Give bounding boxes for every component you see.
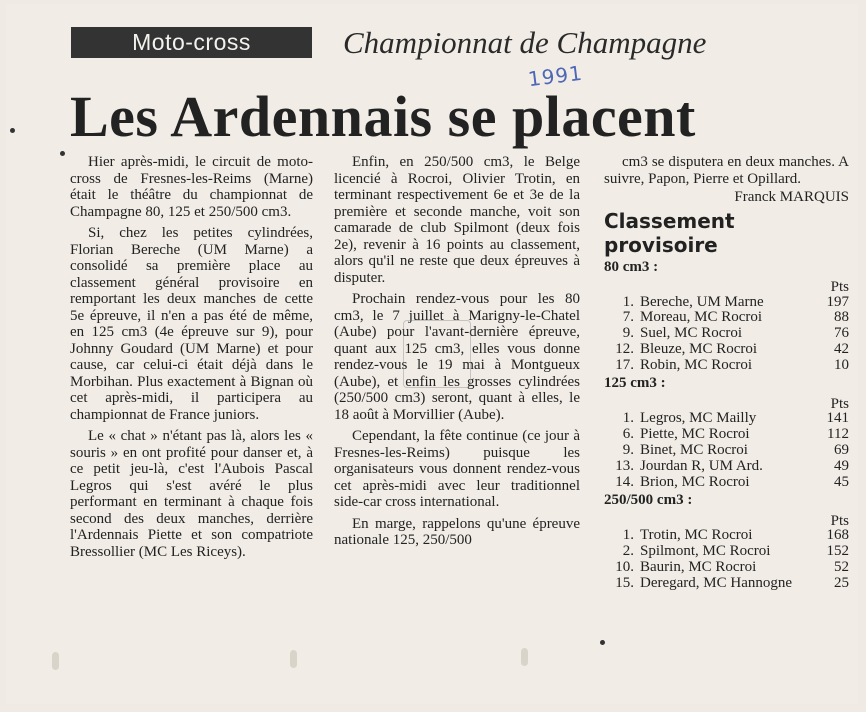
standings-table <box>604 295 849 374</box>
points: 141 <box>826 410 849 427</box>
rider: Binet, MC Rocroi <box>640 442 748 459</box>
rank: 17. <box>615 356 634 373</box>
rider: Bleuze, MC Rocroi <box>640 340 758 357</box>
rider: Suel, MC Rocroi <box>640 325 743 342</box>
handwritten-year: 1991 <box>526 60 585 92</box>
rank: 7. <box>622 309 634 326</box>
points-header: Pts <box>830 395 849 412</box>
points: 152 <box>826 543 849 560</box>
rank: 9. <box>622 442 634 459</box>
table-row <box>604 560 849 576</box>
section-label: Moto-cross <box>71 27 312 58</box>
table-row <box>604 528 849 544</box>
rank: 9. <box>622 325 634 342</box>
table-row <box>604 443 849 459</box>
table-row <box>604 459 849 475</box>
rank: 1. <box>622 410 634 427</box>
points-header: Pts <box>830 512 849 529</box>
points: 88 <box>834 309 849 326</box>
article-paragraph: En marge, rappelons qu'une épreuve nationale 125, 250/500 <box>334 515 580 548</box>
rider: Brion, MC Rocroi <box>640 473 750 490</box>
table-row <box>604 427 849 443</box>
standings-table <box>604 528 849 591</box>
faint-stamp <box>403 320 471 388</box>
standings-table <box>604 411 849 490</box>
article-column-3 <box>604 154 849 592</box>
points: 168 <box>826 527 849 544</box>
article-paragraph: Hier après-midi, le circuit de moto-cross de Fresnes-les-Reims (Marne) était le théâtre du championnat de Champagne 80, 125 et 250/500 cm3. <box>70 154 313 220</box>
rider: Moreau, MC Rocroi <box>640 309 763 326</box>
rider: Bereche, UM Marne <box>640 293 764 310</box>
rank: 10. <box>615 559 634 576</box>
standings-title: Classement provisoire <box>604 208 735 257</box>
rider: Robin, MC Rocroi <box>640 356 753 373</box>
ink-dot <box>600 640 605 645</box>
table-row <box>604 326 849 342</box>
article-paragraph: cm3 se disputera en deux manches. A suivre, Papon, Pierre et Opillard. <box>604 154 849 187</box>
rank: 14. <box>615 473 634 490</box>
points: 112 <box>827 426 849 443</box>
table-row <box>604 475 849 491</box>
article-paragraph: Prochain rendez-vous pour les 80 cm3, le 7 juillet à Marigny-le-Chatel (Aube) pour l'avant-dernière épreuve, quant aux 125 cm3, elles vous donne rendez-vous le 19 mai à Montgueux (Aube), et enfin les grosses cylindrées (250/500 cm3) seront, quant à elles, le 18 août à Morvillier (Aube). <box>334 291 580 423</box>
points: 76 <box>834 325 849 342</box>
points: 69 <box>834 442 849 459</box>
article-paragraph: Cependant, la fête continue (ce jour à Fresnes-les-Reims) puisque les organisateurs vous donnent rendez-vous cet après-midi avec leur traditionnel side-car cross international. <box>334 428 580 510</box>
points: 52 <box>834 559 849 576</box>
table-row <box>604 310 849 326</box>
standings-category <box>604 492 849 591</box>
table-row <box>604 576 849 592</box>
points: 42 <box>834 340 849 357</box>
table-row <box>604 295 849 311</box>
binder-hole <box>290 650 297 668</box>
article-paragraph: Si, chez les petites cylindrées, Florian Bereche (UM Marne) a consolidé sa première place au classement général provisoire en remportant les deux manches de cette 5e épreuve, il n'en a pas été de même, en 125 cm3 (4e épreuve sur 9), pour Johnny Goudard (UM Marne) et pour cause, car celui-ci était déjà dans le Morbihan. Plus exactement à Bignan où cet après-midi, il participera au championnat de France juniors. <box>70 225 313 423</box>
category-label: 80 cm3 : <box>604 258 659 275</box>
rider: Deregard, MC Hannogne <box>640 574 793 591</box>
category-label: 125 cm3 : <box>604 375 666 392</box>
rank: 6. <box>622 426 634 443</box>
points: 49 <box>834 457 849 474</box>
rank: 1. <box>622 293 634 310</box>
standings-category <box>604 375 849 490</box>
rank: 12. <box>615 340 634 357</box>
table-row <box>604 342 849 358</box>
rank: 13. <box>615 457 634 474</box>
ink-dot <box>60 151 65 156</box>
binder-hole <box>521 648 528 666</box>
rank: 2. <box>622 543 634 560</box>
article-paragraph: Le « chat » n'étant pas là, alors les « souris » en ont profité pour danser et, à ce petit jeu-là, c'est l'Aubois Pascal Legros qui s'est avéré le plus performant en terminant à chaque fois second des deux manches, derrière l'Ardennais Piette et son compatriote Bressollier (MC Les Riceys). <box>70 428 313 560</box>
rider: Baurin, MC Rocroi <box>640 559 757 576</box>
rider: Trotin, MC Rocroi <box>640 527 753 544</box>
points-header: Pts <box>830 279 849 295</box>
rank: 1. <box>622 527 634 544</box>
table-row <box>604 411 849 427</box>
binder-hole <box>52 652 59 670</box>
points: 45 <box>834 473 849 490</box>
category-label: 250/500 cm3 : <box>604 492 693 509</box>
table-row <box>604 358 849 374</box>
rider: Legros, MC Mailly <box>640 410 757 427</box>
rider: Spilmont, MC Rocroi <box>640 543 771 560</box>
headline: Les Ardennais se placent <box>70 84 696 149</box>
article-paragraph: Enfin, en 250/500 cm3, le Belge licencié à Rocroi, Olivier Trotin, en terminant respectivement 6e et 3e de la première et seconde manche, voit son camarade de club Spilmont (deux fois 2e), revenir à 16 points au classement, alors qu'il ne reste que deux épreuves à disputer. <box>334 154 580 286</box>
table-row <box>604 544 849 560</box>
byline: Franck MARQUIS <box>734 189 849 205</box>
points: 197 <box>826 293 849 310</box>
ink-dot <box>10 128 15 133</box>
article-column-1 <box>70 154 313 565</box>
points: 25 <box>834 574 849 591</box>
series-title: Championnat de Champagne <box>343 25 707 60</box>
rider: Piette, MC Rocroi <box>640 426 750 443</box>
points: 10 <box>834 356 849 373</box>
standings-category <box>604 259 849 374</box>
rider: Jourdan R, UM Ard. <box>640 457 763 474</box>
rank: 15. <box>615 574 634 591</box>
